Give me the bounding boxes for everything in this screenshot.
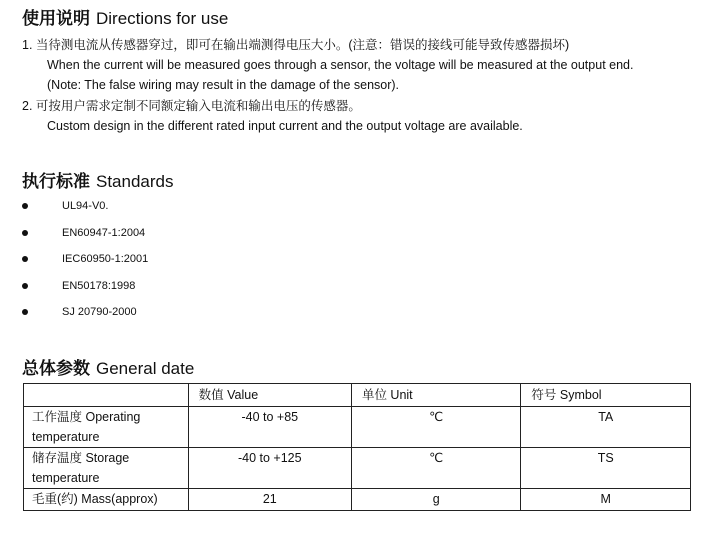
- value-cell: -40 to +125: [188, 448, 351, 489]
- table-row: [24, 448, 691, 489]
- header-unit: 单位 Unit: [351, 384, 520, 407]
- general-heading: [22, 354, 194, 379]
- standard-item: EN50178:1998: [62, 280, 136, 292]
- standards-title-en: Standards: [96, 172, 174, 191]
- standards-heading: [22, 167, 174, 192]
- directions-title-cn: 使用说明: [22, 9, 90, 28]
- standard-item: SJ 20790-2000: [62, 306, 137, 318]
- direction-item-1-en: When the current will be measured goes through a sensor, the voltage will be measured at the output end.: [47, 58, 634, 72]
- param-cell: [24, 448, 189, 489]
- param-name-cont: temperature: [32, 471, 100, 485]
- param-cell: [24, 407, 189, 448]
- symbol-cell: M: [521, 489, 691, 511]
- direction-item-1-note: (Note: The false wiring may result in the damage of the sensor).: [47, 78, 400, 92]
- directions-title-en: Directions for use: [96, 9, 229, 28]
- standard-item: UL94-V0.: [62, 200, 109, 212]
- general-title-cn: 总体参数: [22, 359, 90, 378]
- param-name: 工作温度 Operating: [32, 410, 141, 424]
- standards-title-cn: 执行标准: [22, 172, 90, 191]
- bullet-icon: [22, 203, 28, 209]
- param-name: 储存温度 Storage: [32, 451, 130, 465]
- bullet-icon: [22, 256, 28, 262]
- direction-item-2-en: Custom design in the different rated input current and the output voltage are available.: [47, 119, 523, 133]
- directions-heading: [22, 4, 228, 29]
- bullet-icon: [22, 230, 28, 236]
- standard-item: IEC60950-1:2001: [62, 253, 149, 265]
- table-row: [24, 489, 691, 511]
- header-value: 数值 Value: [188, 384, 351, 407]
- general-title-en: General date: [96, 359, 195, 378]
- direction-item-1-cn: 1. 当待测电流从传感器穿过，即可在输出端测得电压大小。(注意：错误的接线可能导致传感器损坏): [22, 38, 570, 52]
- bullet-icon: [22, 283, 28, 289]
- param-name: 毛重(约) Mass(approx): [32, 492, 158, 506]
- value-cell: 21: [188, 489, 351, 511]
- param-name-cont: temperature: [32, 430, 100, 444]
- unit-cell: ℃: [351, 407, 520, 448]
- value-cell: -40 to +85: [188, 407, 351, 448]
- standard-item: EN60947-1:2004: [62, 227, 146, 239]
- table-row: [24, 407, 691, 448]
- bullet-icon: [22, 309, 28, 315]
- unit-cell: g: [351, 489, 520, 511]
- unit-cell: ℃: [351, 448, 520, 489]
- symbol-cell: TS: [521, 448, 691, 489]
- general-parameters-table: [23, 383, 691, 511]
- table-header-row: [24, 384, 691, 407]
- param-cell: [24, 489, 189, 511]
- direction-item-2-cn: 2. 可按用户需求定制不同额定输入电流和输出电压的传感器。: [22, 99, 361, 113]
- header-parameter: [24, 384, 189, 407]
- header-symbol: 符号 Symbol: [521, 384, 691, 407]
- symbol-cell: TA: [521, 407, 691, 448]
